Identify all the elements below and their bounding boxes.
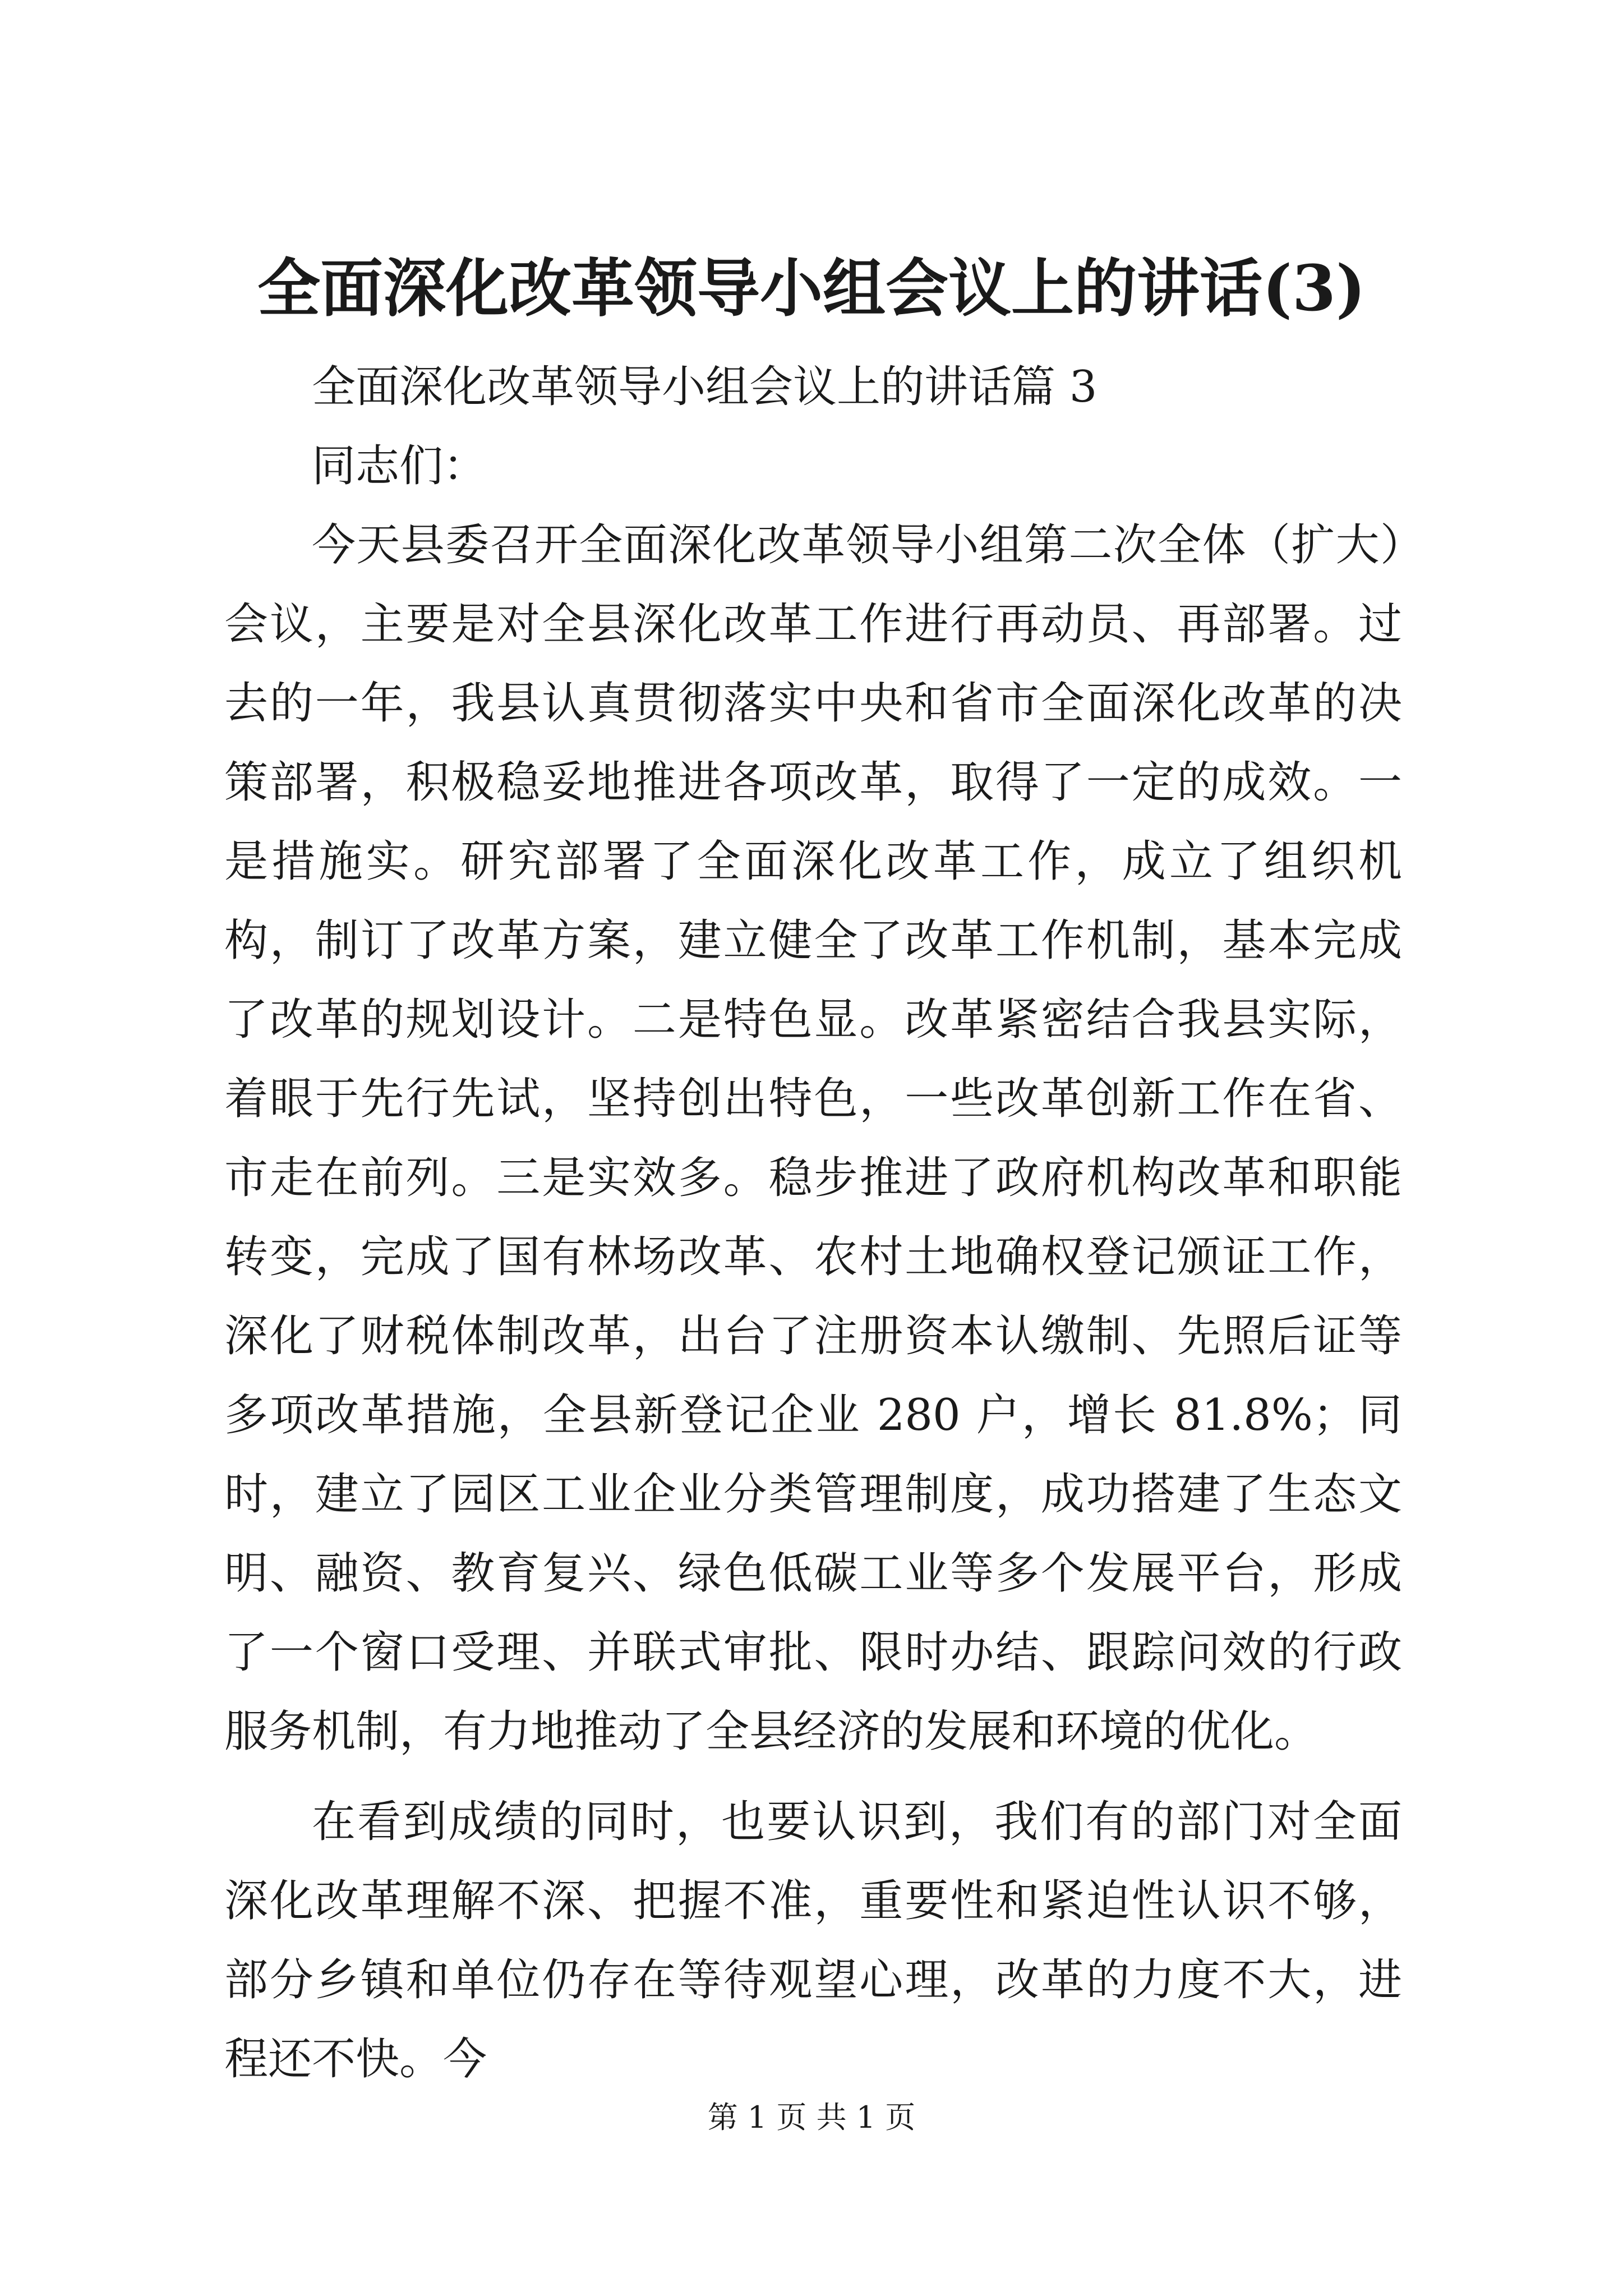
document-title: 全面深化改革领导小组会议上的讲话(3)	[257, 252, 1366, 325]
subtitle-line: 全面深化改革领导小组会议上的讲话篇 3	[312, 362, 1098, 412]
document-body	[224, 348, 1402, 2099]
salutation-line: 同志们：	[312, 441, 487, 491]
paragraph-2: 在看到成绩的同时，也要认识到，我们有的部门对全面深化改革理解不深、把握不准，重要性和紧迫性认识不够，部分乡镇和单位仍存在等待观望心理，改革的力度不大，进程还不快。今	[224, 1797, 1402, 2085]
page-footer: 第 1 页 共 1 页	[707, 2100, 916, 2135]
paragraph-1: 今天县委召开全面深化改革领导小组第二次全体（扩大）会议，主要是对全县深化改革工作进行再动员、再部署。过去的一年，我县认真贯彻落实中央和省市全面深化改革的决策部署，积极稳妥地推进各项改革，取得了一定的成效。一是措施实。研究部署了全面深化改革工作，成立了组织机构，制订了改革方案，建立健全了改革工作机制，基本完成了改革的规划设计。二是特色显。改革紧密结合我县实际，着眼于先行先试，坚持创出特色，一些改革创新工作在省、市走在前列。三是实效多。稳步推进了政府机构改革和职能转变，完成了国有林场改革、农村土地确权登记颁证工作，深化了财税体制改革，出台了注册资本认缴制、先照后证等多项改革措施，全县新登记企业 280 户，增长 81.8%；同时，建立了园区工业企业分类管理制度，成功搭建了生态文明、融资、教育复兴、绿色低碳工业等多个发展平台，形成了一个窗口受理、并联式审批、限时办结、跟踪问效的行政服务机制，有力地推动了全县经济的发展和环境的优化。	[224, 520, 1402, 1757]
